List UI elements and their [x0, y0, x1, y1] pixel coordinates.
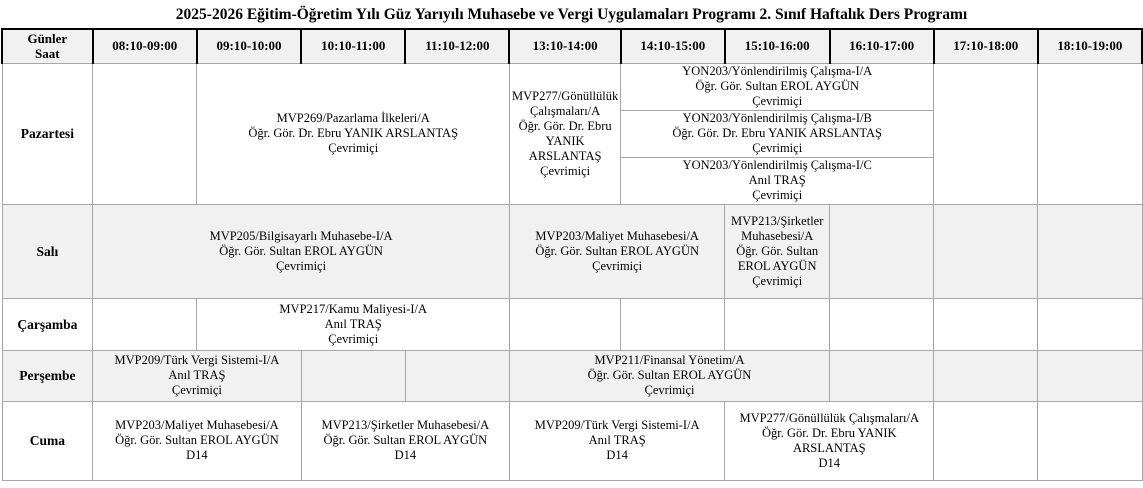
location-label: D14 — [606, 448, 628, 462]
instructor-name: Öğr. Gör. Dr. Ebru YANIK ARSLANTAŞ — [248, 126, 459, 140]
empty-cell — [509, 298, 620, 350]
time-header-cell: 14:10-15:00 — [621, 29, 725, 63]
course-cell — [509, 401, 724, 480]
empty-cell — [1038, 350, 1142, 401]
course-code-title: YON203/Yönlendirilmiş Çalışma-I/B — [682, 111, 872, 125]
empty-cell — [725, 298, 830, 350]
course-code-title: MVP277/Gönüllülük Çalışmaları/A — [739, 410, 920, 425]
course-cell — [197, 63, 510, 204]
course-code-title: MVP211/Finansal Yönetim/A — [594, 353, 745, 367]
empty-cell — [1038, 298, 1142, 350]
instructor-name: Öğr. Gör. Sultan EROL AYGÜN — [587, 368, 752, 382]
course-cell — [93, 401, 302, 480]
instructor-name: Anıl TRAŞ — [168, 368, 226, 382]
schedule-body — [2, 63, 1142, 480]
time-header-cell: 11:10-12:00 — [405, 29, 509, 63]
instructor-name: Öğr. Gör. Sultan EROL AYGÜN — [115, 433, 279, 447]
schedule-row — [2, 63, 1142, 110]
schedule-row — [2, 204, 1142, 298]
time-header-cell: 17:10-18:00 — [934, 29, 1038, 63]
corner-cell-gunler-saat — [2, 29, 93, 63]
time-header-cell: 15:10-16:00 — [725, 29, 830, 63]
empty-cell — [830, 298, 934, 350]
schedule-row — [2, 401, 1142, 480]
course-cell — [621, 157, 934, 204]
course-code-title: MVP269/Pazarlama İlkeleri/A — [276, 111, 430, 125]
day-cell: Salı — [2, 204, 93, 298]
day-cell: Cuma — [2, 401, 93, 480]
location-label: Çevrimiçi — [752, 273, 803, 288]
location-label: Çevrimiçi — [171, 383, 222, 397]
time-header-cell: 13:10-14:00 — [509, 29, 620, 63]
instructor-name: Öğr. Gör. Sultan EROL AYGÜN — [219, 243, 383, 258]
course-cell — [93, 204, 510, 298]
course-cell — [301, 401, 509, 480]
course-code-title: MVP277/Gönüllülük Çalışmaları/A — [511, 88, 619, 118]
course-code-title: MVP213/Şirketler Muhasebesi/A — [321, 418, 490, 432]
time-header-cell: 08:10-09:00 — [93, 29, 197, 63]
instructor-name: Öğr. Gör. Sultan EROL AYGÜN — [736, 243, 819, 273]
empty-cell — [93, 63, 197, 204]
instructor-name: Öğr. Gör. Dr. Ebru YANIK ARSLANTAŞ — [761, 425, 897, 455]
schedule-header — [2, 29, 1142, 63]
instructor-name: Öğr. Gör. Sultan EROL AYGÜN — [323, 433, 488, 447]
schedule-row — [2, 350, 1142, 401]
empty-cell — [934, 350, 1038, 401]
empty-cell — [621, 298, 725, 350]
empty-cell — [93, 298, 197, 350]
location-label: Çevrimiçi — [328, 331, 379, 346]
location-label: Çevrimiçi — [592, 258, 643, 273]
day-cell: Pazartesi — [2, 63, 93, 204]
course-code-title: YON203/Yönlendirilmiş Çalışma-I/C — [682, 158, 872, 172]
empty-cell — [934, 63, 1038, 204]
course-cell — [509, 63, 620, 204]
course-cell — [725, 204, 830, 298]
course-cell — [197, 298, 510, 350]
course-code-title: MVP203/Maliyet Muhasebesi/A — [115, 418, 279, 432]
instructor-name: Anıl TRAŞ — [748, 173, 806, 187]
course-code-title: MVP209/Türk Vergi Sistemi-I/A — [114, 353, 280, 367]
empty-cell — [934, 401, 1038, 480]
time-header-cell: 18:10-19:00 — [1038, 29, 1142, 63]
empty-cell — [301, 350, 405, 401]
empty-cell — [1038, 204, 1142, 298]
empty-cell — [1038, 401, 1142, 480]
time-header-cell: 10:10-11:00 — [301, 29, 405, 63]
location-label: Çevrimiçi — [328, 141, 379, 155]
course-cell — [621, 63, 934, 110]
corner-label: Saat — [35, 46, 60, 62]
instructor-name: Öğr. Gör. Dr. Ebru YANIK ARSLANTAŞ — [518, 118, 612, 163]
empty-cell — [830, 204, 934, 298]
day-cell: Çarşamba — [2, 298, 93, 350]
location-label: D14 — [394, 448, 417, 462]
day-cell: Perşembe — [2, 350, 93, 401]
course-cell — [93, 350, 302, 401]
course-cell — [725, 401, 934, 480]
location-label: Çevrimiçi — [752, 188, 803, 202]
course-code-title: MVP217/Kamu Maliyesi-I/A — [279, 301, 427, 316]
time-header-cell: 16:10-17:00 — [830, 29, 934, 63]
location-label: D14 — [818, 455, 841, 470]
schedule-row — [2, 298, 1142, 350]
instructor-name: Anıl TRAŞ — [588, 433, 646, 447]
location-label: Çevrimiçi — [752, 94, 803, 108]
empty-cell — [1038, 63, 1142, 204]
time-header-cell: 09:10-10:00 — [197, 29, 301, 63]
course-code-title: MVP205/Bilgisayarlı Muhasebe-I/A — [209, 228, 393, 243]
page-title: 2025-2026 Eğitim-Öğretim Yılı Güz Yarıyılı Muhasebe ve Vergi Uygulamaları Programı 2. Sınıf Haftalık Ders Programı — [175, 6, 968, 23]
empty-cell — [830, 350, 934, 401]
course-code-title: MVP209/Türk Vergi Sistemi-I/A — [534, 418, 700, 432]
instructor-name: Öğr. Gör. Sultan EROL AYGÜN — [695, 79, 860, 93]
course-code-title: MVP213/Şirketler Muhasebesi/A — [731, 213, 824, 243]
instructor-name: Öğr. Gör. Dr. Ebru YANIK ARSLANTAŞ — [672, 126, 883, 140]
course-cell — [621, 110, 934, 157]
empty-cell — [934, 298, 1038, 350]
empty-cell — [405, 350, 509, 401]
header-row — [2, 29, 1142, 63]
empty-cell — [934, 204, 1038, 298]
location-label: Çevrimiçi — [540, 163, 591, 178]
course-cell — [509, 350, 829, 401]
schedule-table — [1, 28, 1143, 481]
instructor-name: Öğr. Gör. Sultan EROL AYGÜN — [535, 243, 700, 258]
location-label: D14 — [186, 448, 208, 462]
course-cell — [509, 204, 724, 298]
instructor-name: Anıl TRAŞ — [324, 316, 382, 331]
location-label: Çevrimiçi — [644, 383, 695, 397]
corner-label: Günler — [27, 31, 68, 47]
location-label: Çevrimiçi — [752, 141, 803, 155]
location-label: Çevrimiçi — [276, 258, 327, 273]
course-code-title: YON203/Yönlendirilmiş Çalışma-I/A — [682, 64, 873, 78]
course-code-title: MVP203/Maliyet Muhasebesi/A — [535, 228, 699, 243]
